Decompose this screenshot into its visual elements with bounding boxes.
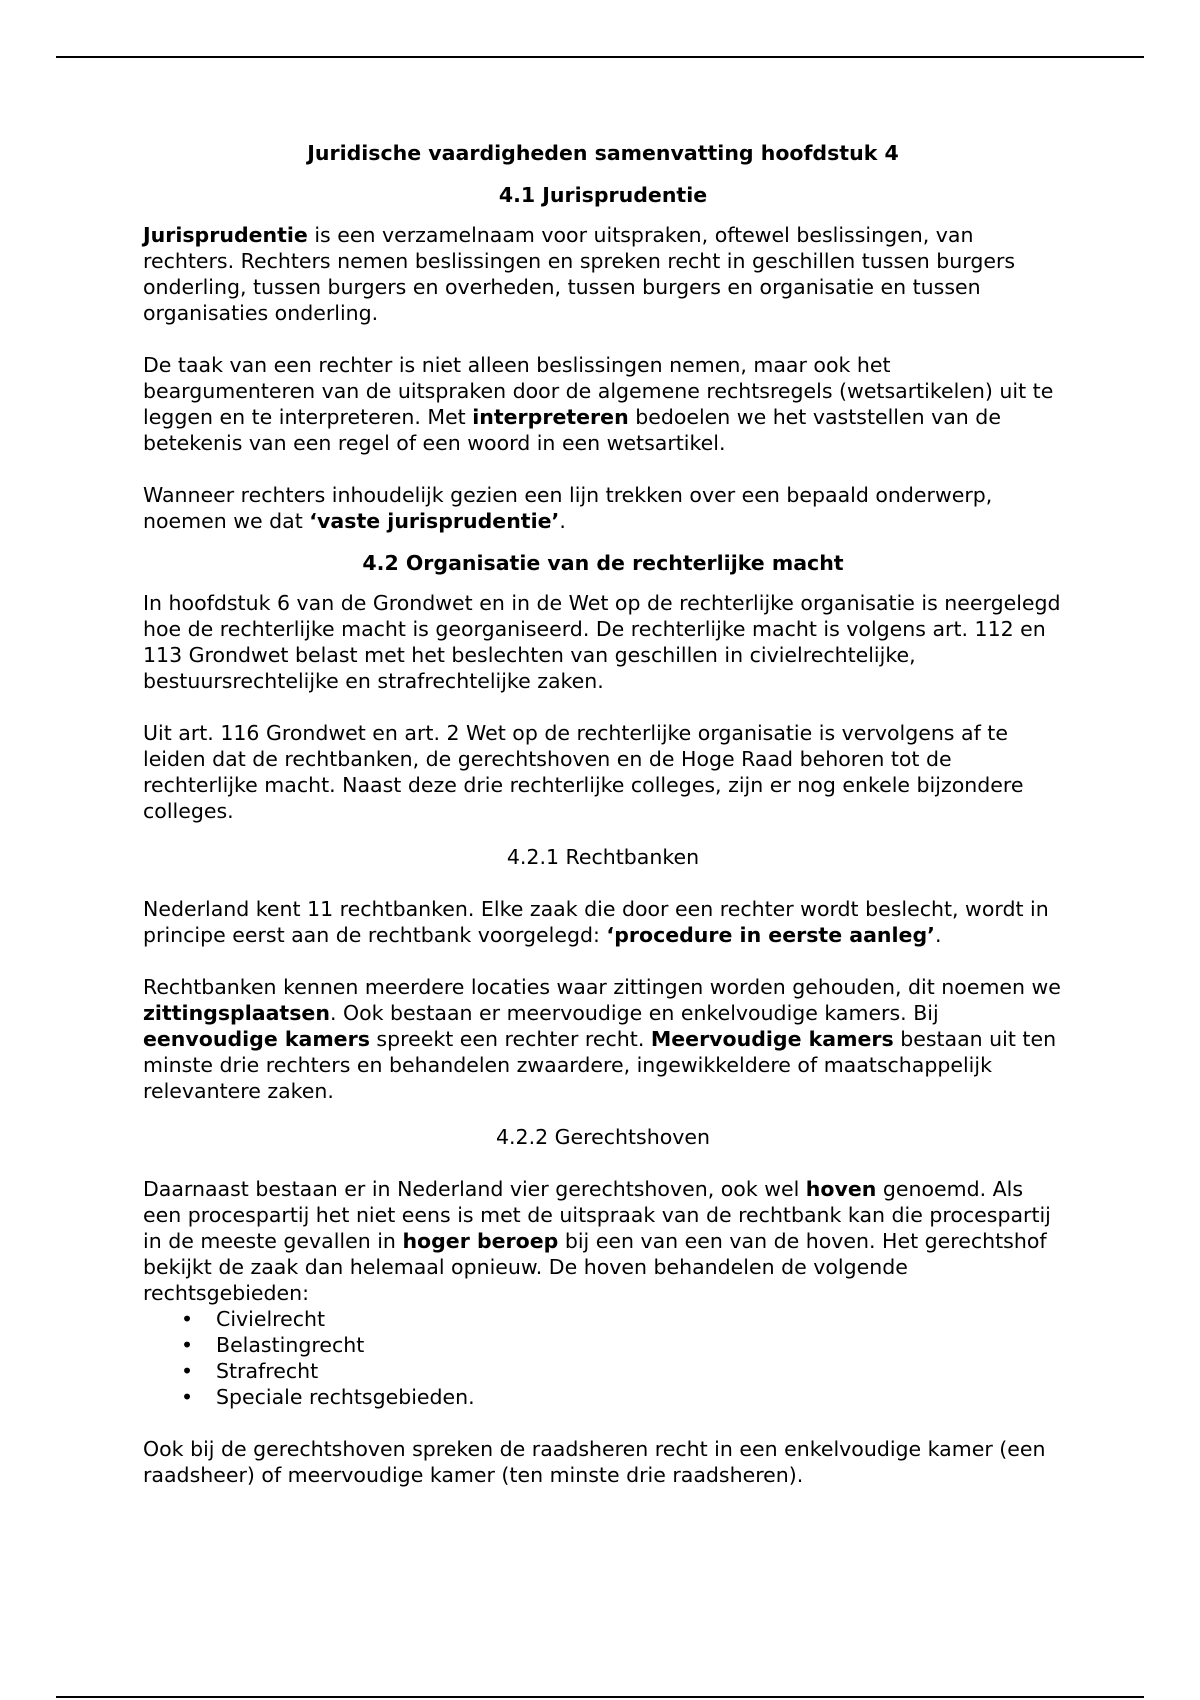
list-item: • Speciale rechtsgebieden.	[143, 1384, 1063, 1410]
document-title: Juridische vaardigheden samenvatting hoofdstuk 4	[307, 141, 899, 165]
bold-term: zittingsplaatsen	[143, 1001, 330, 1025]
bold-term: Meervoudige kamers	[650, 1027, 894, 1051]
bold-term: interpreteren	[472, 405, 629, 429]
heading-4-2-1: 4.2.1 Rechtbanken	[506, 845, 700, 869]
paragraph-jurisprudentie: Jurisprudentie is een verzamelnaam voor uitspraken, oftewel beslissingen, van rechters. Rechters nemen beslissingen en spreken recht in geschillen tussen burgers onderling, tussen burgers en overheden, tussen burgers en organisatie en tussen organisaties onderling.	[143, 223, 1016, 325]
paragraph-gerechtshoven: Daarnaast bestaan er in Nederland vier gerechtshoven, ook wel hoven genoemd. Als een procespartij het niet eens is met de uitspraak van de rechtbank kan die procespartij in de meeste gevallen in hoger beroep bij een van een van de hoven. Het gerechtshof bekijkt de zaak dan helemaal opnieuw. De hoven behandelen de volgende rechtsgebieden:	[143, 1177, 1051, 1305]
paragraph-taak-rechter: De taak van een rechter is niet alleen beslissingen nemen, maar ook het beargumenteren van de uitspraken door de algemene rechtsregels (wetsartikelen) uit te leggen en te interpreteren. Met interpreteren bedoelen we het vaststellen van de betekenis van een regel of een woord in een wetsartikel.	[143, 353, 1054, 455]
bold-term: ‘vaste jurisprudentie’	[309, 509, 560, 533]
paragraph-rechtbanken: Nederland kent 11 rechtbanken. Elke zaak die door een rechter wordt beslecht, wordt in principe eerst aan de rechtbank voorgelegd: ‘procedure in eerste aanleg’.	[143, 897, 1049, 947]
paragraph-grondwet: In hoofdstuk 6 van de Grondwet en in de Wet op de rechterlijke organisatie is neergelegd hoe de rechterlijke macht is georganiseerd. De rechterlijke macht is volgens art. 112 en 113 Grondwet belast met het beslechten van geschillen in civielrechtelijke, bestuursrechtelijke en strafrechtelijke zaken.	[143, 591, 1061, 693]
bold-term: eenvoudige kamers	[143, 1027, 370, 1051]
bold-term: Jurisprudentie	[143, 223, 308, 247]
paragraph-raadsheren: Ook bij de gerechtshoven spreken de raadsheren recht in een enkelvoudige kamer (een raadsheer) of meervoudige kamer (ten minste drie raadsheren).	[143, 1437, 1046, 1487]
bold-term: hoven	[805, 1177, 877, 1201]
list-item: • Civielrecht	[143, 1306, 1063, 1332]
bold-term: hoger beroep	[402, 1229, 559, 1253]
heading-4-2: 4.2 Organisatie van de rechterlijke macht	[362, 551, 844, 575]
header-rule	[56, 56, 1144, 58]
heading-4-1: 4.1 Jurisprudentie	[498, 183, 708, 207]
rechtsgebieden-list	[143, 1306, 1063, 1410]
paragraph-vaste-jurisprudentie: Wanneer rechters inhoudelijk gezien een lijn trekken over een bepaald onderwerp, noemen we dat ‘vaste jurisprudentie’.	[143, 483, 993, 533]
bold-term: ‘procedure in eerste aanleg’	[606, 923, 935, 947]
heading-4-2-2: 4.2.2 Gerechtshoven	[495, 1125, 711, 1149]
document-body	[143, 140, 1063, 1514]
list-item: • Strafrecht	[143, 1358, 1063, 1384]
footer-rule	[56, 1696, 1144, 1698]
paragraph-zittingsplaatsen: Rechtbanken kennen meerdere locaties waar zittingen worden gehouden, dit noemen we zittingsplaatsen. Ook bestaan er meervoudige en enkelvoudige kamers. Bij eenvoudige kamers spreekt een rechter recht. Meervoudige kamers bestaan uit ten minste drie rechters en behandelen zwaardere, ingewikkeldere of maatschappelijk relevantere zaken.	[143, 975, 1061, 1103]
list-item: • Belastingrecht	[143, 1332, 1063, 1358]
paragraph-art-116: Uit art. 116 Grondwet en art. 2 Wet op de rechterlijke organisatie is vervolgens af te leiden dat de rechtbanken, de gerechtshoven en de Hoge Raad behoren tot de rechterlijke macht. Naast deze drie rechterlijke colleges, zijn er nog enkele bijzondere colleges.	[143, 721, 1024, 823]
